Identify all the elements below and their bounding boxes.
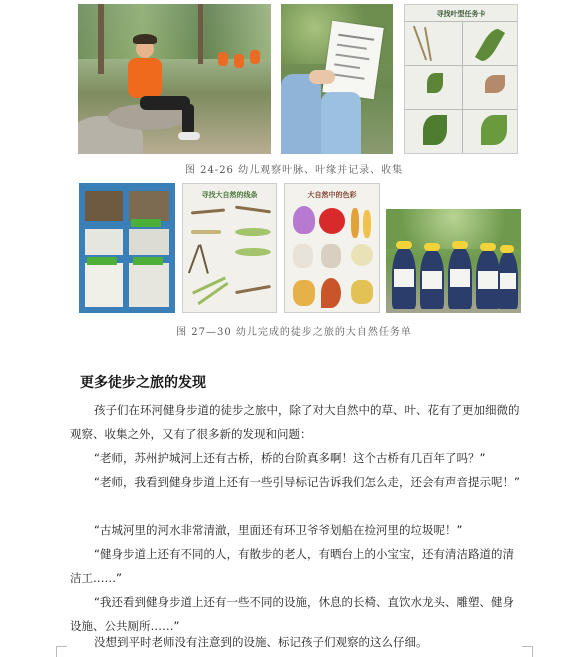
paragraph: 孩子们在环河健身步道的徒步之旅中，除了对大自然中的草、叶、花有了更加细微的观察、收集之外，又有了很多新的发现和问题： [70,403,520,441]
leaf-card-title: 寻找叶型任务卡 [436,10,486,18]
worksheet-paper [322,21,384,100]
paragraph: “老师，我看到健身步道上还有一些引导标记告诉我们怎么走，还会有声音提示呢！” [94,475,520,489]
leaf-oval-green [423,115,447,145]
paragraph: “健身步道上还有不同的人，有散步的老人，有晒台上的小宝宝，还有清洁路道的清洁工……” [70,547,514,585]
lines-sheet-title: 寻找大自然的线条 [201,191,258,199]
colors-sheet-title: 大自然中的色彩 [307,191,357,199]
paragraph: “古城河里的河水非常清澈，里面还有环卫爷爷划船在捡河里的垃圾呢！” [94,523,463,537]
photo-nature-lines-sheet [182,183,277,313]
paragraph: “我还看到健身步道上还有一些不同的设施，休息的长椅、直饮水龙头、雕塑、健身设施、公共厕所……” [70,595,514,633]
photo-children-group [386,209,521,313]
photo-nature-task-board [79,183,175,313]
photo-leaf-shape-card [404,4,518,154]
page-corner-mark [522,646,533,657]
photo-nature-colors-sheet [284,183,380,313]
leaf-serrated-green [481,115,507,145]
section-heading: 更多徒步之旅的发现 [80,375,206,391]
paragraph: “老师，苏州护城河上还有古桥，桥的台阶真多啊！这个古桥有几百年了吗？” [94,451,486,465]
figure-caption-27-30: 图 27—30 幼儿完成的徒步之旅的大自然任务单 [176,327,412,338]
leaf-brown-dry [485,75,505,93]
photo-child-holding-worksheet [281,4,393,154]
leaf-lanceolate [475,26,505,64]
leaf-heart-shaped [427,73,443,93]
figure-caption-24-26: 图 24-26 幼儿观察叶脉、叶缘并记录、收集 [184,165,404,176]
page-corner-mark [56,646,67,657]
photo-child-observing-leaves [78,4,271,154]
paragraph: 没想到平时老师没有注意到的设施、标记孩子们观察的这么仔细。 [94,635,428,649]
